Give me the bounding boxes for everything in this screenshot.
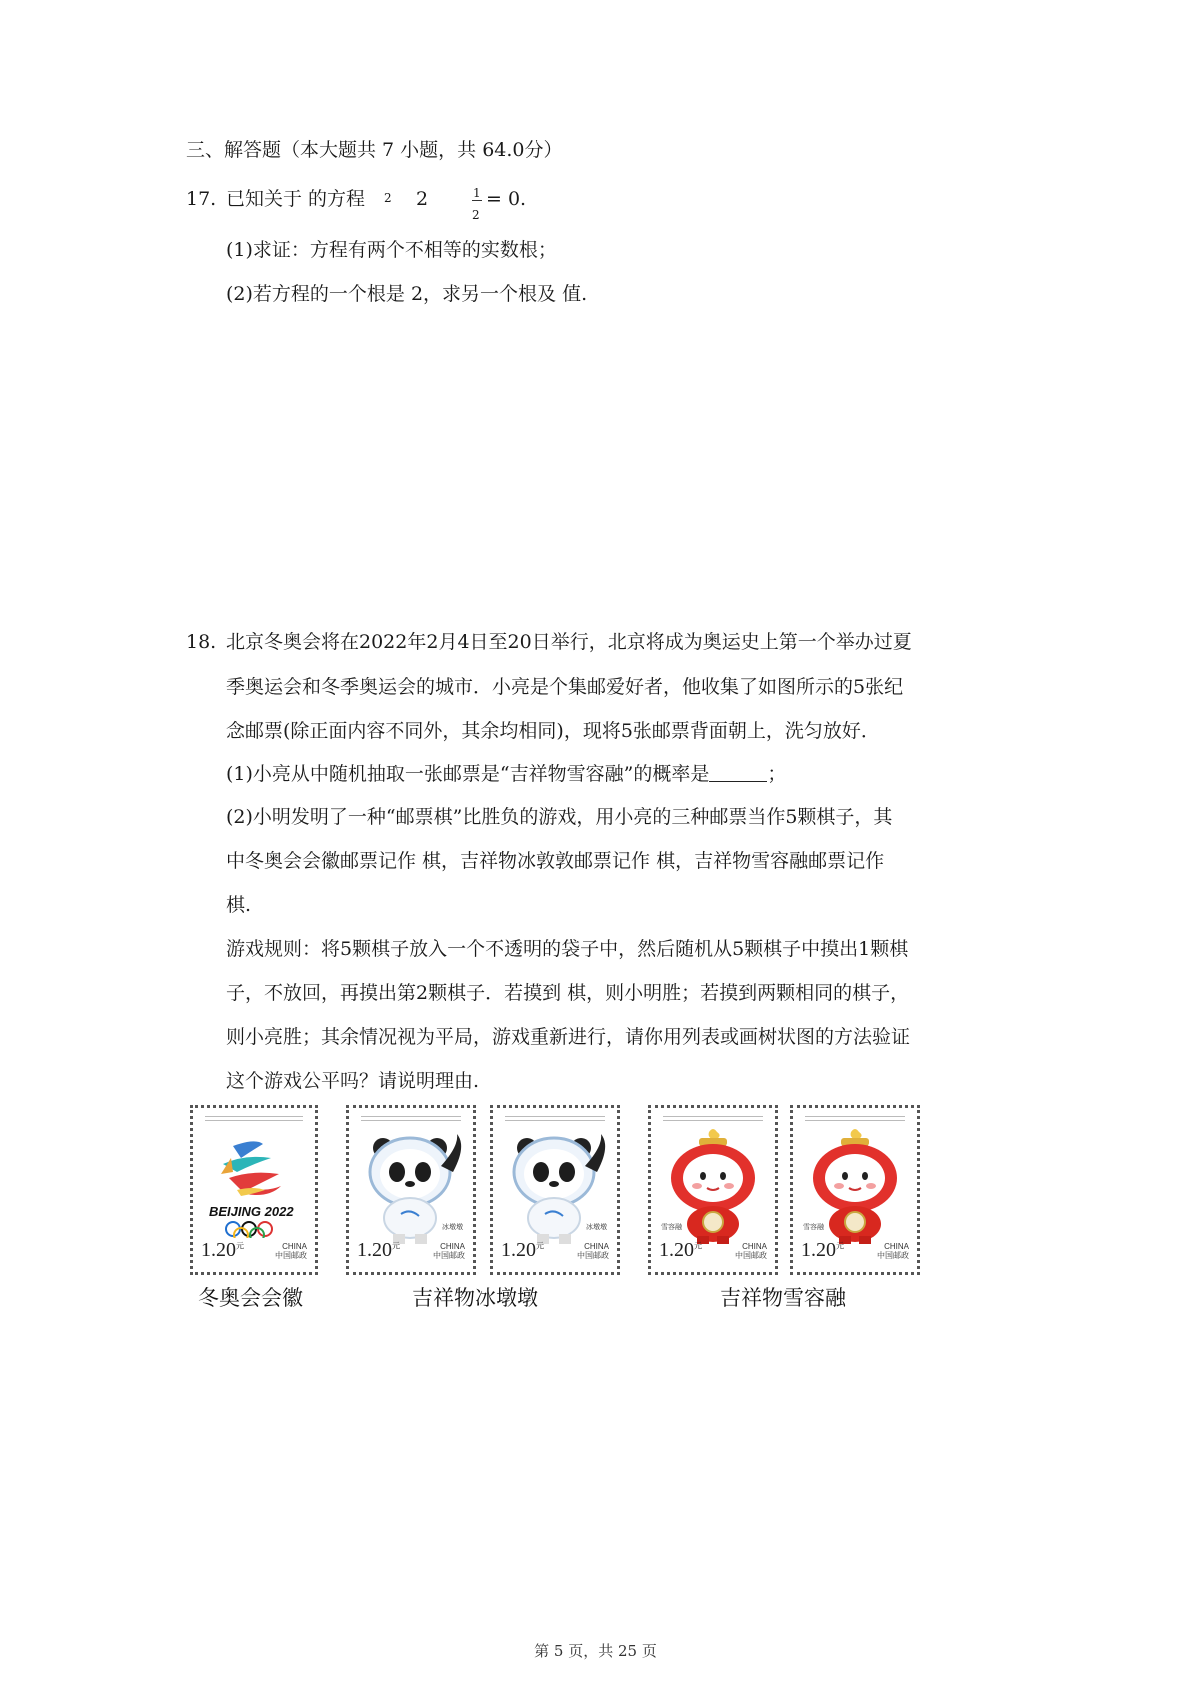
rules-line: 则小亮胜；其余情况视为平局，游戏重新进行，请你用列表或画树状图的方法验证 [226, 1026, 911, 1048]
rules-line: 游戏规则：将5颗棋子放入一个不透明的袋子中，然后随机从5颗棋子中摸出1颗棋 [226, 938, 909, 960]
part-1-text: (1)小亮从中随机抽取一张邮票是“吉祥物雪容融”的概率是 [226, 763, 710, 785]
caption-emblem: 冬奥会会徽 [198, 1286, 303, 1310]
stamp-emblem [190, 1105, 318, 1275]
equation-end: = 0. [486, 188, 527, 210]
stamp-country: CHINA 中国邮政 [275, 1242, 307, 1260]
coefficient: 2 [416, 188, 429, 210]
caption-shueyrhonrhon: 吉祥物雪容融 [720, 1286, 846, 1310]
rules-line: 子，不放回，再摸出第2颗棋子．若摸到 棋，则小明胜；若摸到两颗相同的棋子， [226, 982, 910, 1004]
stamp-shueyrhonrhon [790, 1105, 920, 1275]
rules-line: 这个游戏公平吗？请说明理由. [226, 1070, 480, 1092]
question-number: 18. [186, 631, 217, 653]
stamp-header [505, 1116, 605, 1121]
stamp-country: CHINA 中国邮政 [735, 1242, 767, 1260]
question-line: 季奥运会和冬季奥运会的城市．小亮是个集邮爱好者，他收集了如图所示的5张纪 [226, 676, 904, 698]
exponent: 2 [384, 191, 392, 205]
emblem-text: BEIJING 2022 [209, 1204, 294, 1219]
stamp-country: CHINA 中国邮政 [877, 1242, 909, 1260]
answer-blank[interactable] [709, 763, 767, 782]
stamp-price: $1.20^元$ [801, 1239, 844, 1261]
stamp-country: CHINA 中国邮政 [577, 1242, 609, 1260]
stamp-header [205, 1116, 303, 1121]
question-line: 北京冬奥会将在2022年2月4日至20日举行，北京将成为奥运史上第一个举办过夏 [226, 631, 912, 653]
fraction-denominator: 2 [472, 208, 480, 222]
question-part-1 [226, 760, 786, 788]
stamp-price: $1.20^元$ [357, 1239, 400, 1261]
winter-olympics-emblem-icon [193, 1128, 315, 1238]
question-line: 念邮票(除正面内容不同外，其余均相同)，现将5张邮票背面朝上，洗匀放好． [226, 720, 880, 742]
question-part-1: (1)求证：方程有两个不相等的实数根； [226, 239, 557, 261]
stamp-tag: 雪容融 [803, 1224, 824, 1231]
stamp-tag: 冰墩墩 [442, 1224, 463, 1231]
stamp-header [805, 1116, 905, 1121]
part-1-suffix: ； [767, 763, 787, 785]
fraction-numerator: 1 [473, 186, 481, 200]
stamp-country: CHINA 中国邮政 [433, 1242, 465, 1260]
page-footer: 第 5 页，共 25 页 [534, 1642, 657, 1660]
stamp-price: $1.20^元$ [659, 1239, 702, 1261]
question-number: 17. [186, 188, 217, 210]
stamp-header [663, 1116, 763, 1121]
question-part-2: (2)若方程的一个根是 2，求另一个根及 值. [226, 283, 588, 305]
question-part-2-line: (2)小明发明了一种“邮票棋”比胜负的游戏，用小亮的三种邮票当作5颗棋子，其 [226, 806, 893, 828]
question-stem: 已知关于 的方程 [226, 188, 366, 210]
section-title: 三、解答题（本大题共 7 小题，共 64.0分） [186, 139, 563, 161]
stamp-price: $1.20^元$ [501, 1239, 544, 1261]
question-part-2-line: 中冬奥会会徽邮票记作 棋，吉祥物冰敦敦邮票记作 棋，吉祥物雪容融邮票记作 [226, 850, 885, 872]
question-part-2-line: 棋. [226, 894, 252, 916]
stamp-bingdwendwen [346, 1105, 476, 1275]
caption-bingdwendwen: 吉祥物冰墩墩 [412, 1286, 538, 1310]
stamp-bingdwendwen [490, 1105, 620, 1275]
stamp-header [361, 1116, 461, 1121]
stamp-price: $1.20^元$ [201, 1239, 244, 1261]
stamp-tag: 雪容融 [661, 1224, 682, 1231]
stamp-shueyrhonrhon [648, 1105, 778, 1275]
stamp-tag: 冰墩墩 [586, 1224, 607, 1231]
